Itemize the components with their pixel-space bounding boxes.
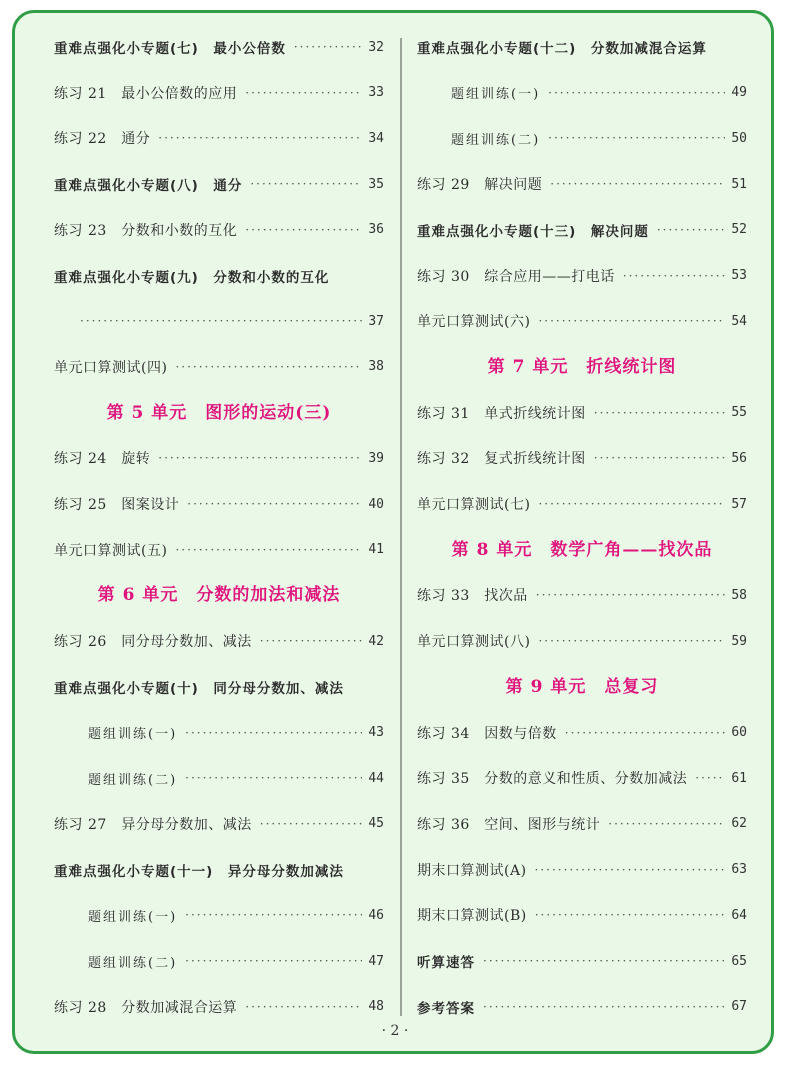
toc-entry-title: 练习 33 找次品 — [417, 588, 528, 605]
unit-heading: 第 7 单元 折线统计图 — [487, 356, 677, 377]
toc-entry-page: 50 — [731, 130, 747, 146]
toc-entry-page: 65 — [731, 953, 747, 969]
toc-entry[interactable] — [54, 491, 384, 517]
leader-dots — [695, 771, 725, 785]
toc-entry-page: 46 — [368, 907, 384, 923]
toc-entry-title: 练习 35 分数的意义和性质、分数加减法 — [417, 771, 688, 788]
leader-dots — [245, 86, 362, 100]
toc-entry-title: 练习 23 分数和小数的互化 — [54, 222, 238, 239]
toc-entry-title: 练习 30 综合应用——打电话 — [417, 268, 615, 285]
toc-entry-title: 重难点强化小专题(七) 最小公倍数 — [54, 41, 286, 57]
leader-dots — [548, 131, 725, 145]
leader-dots — [594, 451, 726, 465]
toc-entry-title: 重难点强化小专题(十三) 解决问题 — [417, 223, 649, 240]
toc-entry-title: 练习 32 复式折线统计图 — [417, 451, 586, 468]
toc-entry-title: 题组训练(一) — [451, 87, 541, 103]
leader-dots — [245, 1000, 362, 1014]
unit-heading: 第 5 单元 图形的运动(三) — [106, 402, 332, 423]
toc-entry[interactable] — [54, 217, 384, 243]
toc-entry[interactable] — [54, 811, 384, 837]
leader-dots — [187, 497, 362, 511]
toc-entry-title: 参考答案 — [417, 1000, 475, 1017]
toc-entry[interactable] — [54, 628, 384, 654]
toc-entry[interactable] — [417, 811, 747, 837]
leader-dots — [185, 908, 362, 922]
toc-entry[interactable] — [417, 902, 747, 928]
toc-entry-page: 45 — [368, 816, 384, 832]
toc-entry-page: 60 — [731, 725, 747, 740]
toc-entry-title: 题组训练(一) — [88, 909, 178, 925]
toc-entry-page: 53 — [731, 268, 747, 283]
toc-entry[interactable] — [54, 34, 384, 60]
leader-dots — [175, 360, 362, 374]
toc-entry-page: 61 — [731, 770, 747, 786]
toc-entry[interactable] — [417, 80, 747, 106]
toc-entry-title: 题组训练(二) — [88, 955, 178, 971]
toc-entry-title: 练习 26 同分母分数加、减法 — [54, 634, 252, 651]
toc-entry-title: 单元口算测试(五) — [54, 542, 168, 559]
toc-entry-title: 单元口算测试(六) — [417, 314, 531, 331]
toc-entry-page: 56 — [731, 450, 747, 466]
leader-dots — [565, 726, 726, 740]
toc-entry-title: 练习 34 因数与倍数 — [417, 725, 557, 742]
toc-entry-title: 练习 24 旋转 — [54, 451, 151, 468]
toc-right-column — [417, 28, 747, 1028]
leader-dots — [158, 451, 362, 465]
toc-entry-title: 练习 22 通分 — [54, 131, 151, 148]
toc-entry-page: 67 — [731, 999, 747, 1015]
toc-entry[interactable] — [417, 263, 747, 289]
toc-entry-page: 39 — [368, 450, 384, 466]
leader-dots — [657, 223, 726, 237]
unit-heading: 第 8 单元 数学广角——找次品 — [451, 539, 713, 560]
leader-dots — [548, 86, 725, 100]
toc-entry-page: 44 — [368, 770, 384, 786]
toc-entry-page: 64 — [731, 907, 747, 923]
leader-dots — [535, 908, 726, 922]
toc-entry[interactable] — [417, 857, 747, 883]
toc-entry[interactable] — [54, 948, 384, 974]
leader-dots — [536, 588, 726, 602]
toc-entry[interactable] — [417, 765, 747, 791]
toc-entry[interactable] — [417, 125, 747, 151]
toc-entry-page: 34 — [368, 130, 384, 146]
toc-entry-title: 单元口算测试(八) — [417, 634, 531, 651]
toc-entry-page: 57 — [731, 496, 747, 512]
toc-entry-page: 59 — [731, 633, 747, 649]
toc-entry[interactable] — [54, 354, 384, 380]
toc-entry-title: 听算速答 — [417, 955, 475, 971]
leader-dots — [550, 177, 725, 191]
leader-dots — [80, 314, 362, 328]
leader-dots — [538, 314, 725, 328]
toc-entry[interactable] — [417, 628, 747, 654]
toc-entry-title: 练习 36 空间、图形与统计 — [417, 816, 601, 833]
toc-entry-page: 54 — [731, 313, 747, 329]
column-divider — [400, 38, 402, 1016]
toc-entry-title: 重难点强化小专题(十) 同分母分数加、减法 — [54, 680, 344, 697]
toc-entry[interactable] — [54, 80, 384, 106]
toc-entry[interactable] — [417, 582, 747, 608]
toc-entry[interactable] — [54, 171, 384, 197]
unit-heading: 第 6 单元 分数的加法和减法 — [97, 585, 341, 606]
toc-entry-title: 练习 21 最小公倍数的应用 — [54, 85, 238, 102]
toc-entry[interactable] — [417, 217, 747, 243]
toc-entry[interactable] — [54, 125, 384, 151]
toc-entry[interactable] — [417, 308, 747, 334]
toc-entry[interactable] — [54, 263, 384, 289]
toc-entry-page: 48 — [368, 999, 384, 1015]
leader-dots — [623, 269, 726, 283]
toc-entry-page: 58 — [731, 587, 747, 603]
leader-dots — [608, 817, 725, 831]
toc-entry-page: 49 — [731, 85, 747, 101]
toc-entry-page: 35 — [368, 176, 384, 192]
toc-entry[interactable] — [54, 994, 384, 1020]
toc-entry-page: 37 — [368, 313, 384, 329]
leader-dots — [483, 1000, 725, 1014]
leader-dots — [185, 771, 362, 785]
toc-entry[interactable] — [54, 857, 384, 883]
toc-entry[interactable] — [417, 445, 747, 471]
toc-entry-title: 重难点强化小专题(十二) 分数加减混合运算 — [417, 41, 707, 57]
toc-entry-page: 51 — [731, 176, 747, 192]
toc-entry-title: 单元口算测试(四) — [54, 359, 168, 376]
toc-entry-page: 63 — [731, 862, 747, 878]
leader-dots — [294, 40, 363, 54]
toc-entry-title: 练习 27 异分母分数加、减法 — [54, 816, 252, 833]
toc-entry[interactable] — [417, 720, 747, 746]
toc-entry[interactable] — [417, 994, 747, 1020]
toc-entry-title: 期末口算测试(B) — [417, 908, 527, 925]
leader-dots — [535, 863, 726, 877]
toc-entry[interactable] — [54, 445, 384, 471]
toc-entry-title: 练习 31 单式折线统计图 — [417, 405, 586, 422]
toc-entry-title: 题组训练(一) — [88, 727, 178, 742]
toc-left-column — [54, 28, 384, 1028]
toc-entry-title: 重难点强化小专题(十一) 异分母分数加减法 — [54, 863, 344, 880]
toc-entry-title: 题组训练(二) — [451, 132, 541, 148]
toc-entry-title: 重难点强化小专题(九) 分数和小数的互化 — [54, 269, 330, 286]
page-number: · 2 · — [381, 1023, 409, 1039]
toc-entry[interactable] — [417, 171, 747, 197]
leader-dots — [538, 634, 725, 648]
unit-heading: 第 9 单元 总复习 — [505, 676, 659, 697]
toc-entry[interactable] — [54, 308, 384, 334]
toc-entry-page: 42 — [368, 633, 384, 649]
toc-entry-page: 52 — [731, 222, 747, 238]
toc-entry[interactable] — [54, 674, 384, 700]
toc-entry-title: 练习 28 分数加减混合运算 — [54, 999, 238, 1016]
leader-dots — [594, 406, 726, 420]
toc-entry[interactable] — [417, 34, 747, 60]
toc-entry[interactable] — [417, 400, 747, 426]
leader-dots — [250, 177, 362, 191]
toc-entry-page: 38 — [368, 359, 384, 375]
toc-entry-page: 62 — [731, 816, 747, 832]
toc-entry[interactable] — [54, 537, 384, 563]
toc-entry-page: 40 — [368, 496, 384, 512]
leader-dots — [158, 131, 362, 145]
toc-entry-title: 单元口算测试(七) — [417, 497, 531, 513]
toc-entry-title: 练习 29 解决问题 — [417, 177, 543, 194]
toc-entry-page: 36 — [368, 222, 384, 238]
toc-entry-page: 32 — [368, 39, 384, 55]
toc-entry-title: 练习 25 图案设计 — [54, 497, 180, 513]
toc-entry[interactable] — [417, 491, 747, 517]
leader-dots — [175, 543, 362, 557]
toc-entry[interactable] — [54, 765, 384, 791]
leader-dots — [185, 726, 362, 740]
leader-dots — [185, 954, 362, 968]
leader-dots — [260, 817, 363, 831]
toc-entry-page: 55 — [731, 405, 747, 421]
toc-entry-page: 47 — [368, 953, 384, 969]
leader-dots — [245, 223, 362, 237]
toc-entry-page: 43 — [368, 725, 384, 740]
toc-entry[interactable] — [417, 948, 747, 974]
toc-entry[interactable] — [54, 902, 384, 928]
toc-entry-page: 33 — [368, 85, 384, 101]
toc-entry-page: 41 — [368, 542, 384, 558]
toc-entry-title: 期末口算测试(A) — [417, 862, 527, 879]
toc-entry-title: 题组训练(二) — [88, 772, 178, 788]
toc-entry[interactable] — [54, 720, 384, 746]
toc-entry-title: 重难点强化小专题(八) 通分 — [54, 178, 243, 195]
leader-dots — [483, 954, 725, 968]
leader-dots — [260, 634, 363, 648]
leader-dots — [538, 497, 725, 511]
